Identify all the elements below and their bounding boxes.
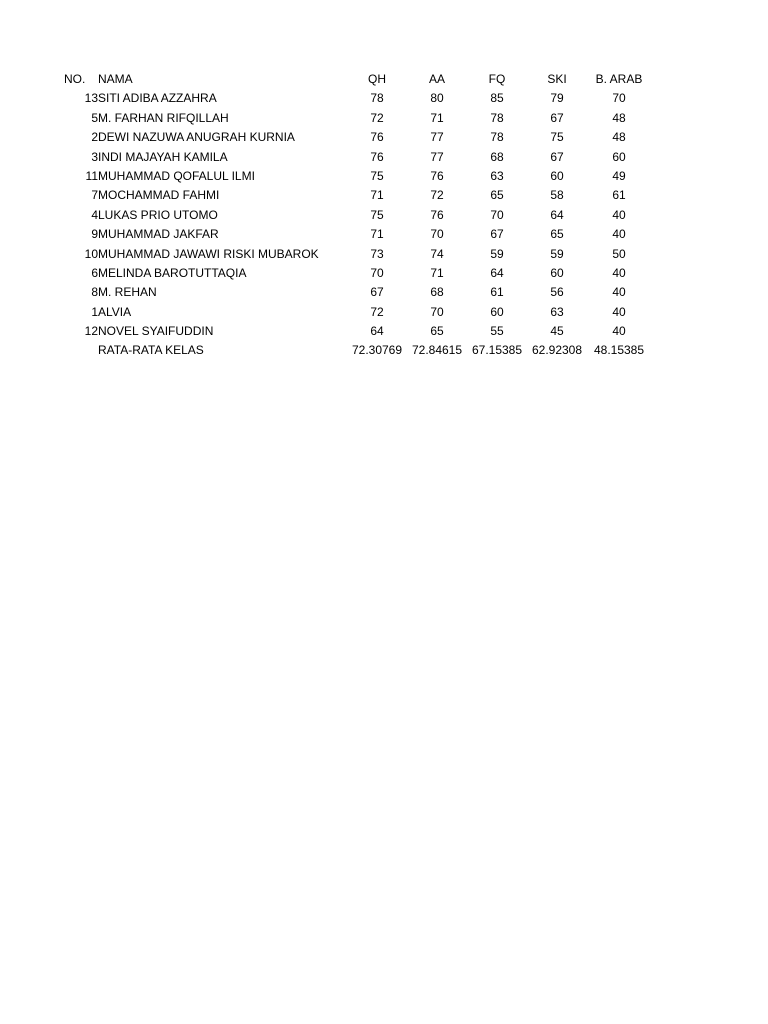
cell-qh: 71 bbox=[370, 188, 384, 203]
cell-qh: 73 bbox=[370, 246, 384, 261]
cell-ski: 67 bbox=[550, 149, 564, 164]
average-qh: 72.30769 bbox=[351, 343, 403, 358]
average-aa: 72.84615 bbox=[411, 343, 463, 358]
cell-name: ALVIA bbox=[98, 304, 132, 319]
cell-fq: 65 bbox=[490, 188, 504, 203]
table-row bbox=[0, 245, 768, 264]
cell-ski: 60 bbox=[550, 168, 564, 183]
cell-arab: 40 bbox=[612, 324, 626, 339]
cell-ski: 79 bbox=[550, 91, 564, 106]
header-qh: QH bbox=[368, 72, 386, 86]
cell-name: MUHAMMAD QOFALUL ILMI bbox=[98, 168, 255, 183]
cell-no: 1 bbox=[91, 304, 98, 319]
header-arab: B. ARAB bbox=[595, 72, 643, 86]
cell-qh: 70 bbox=[370, 265, 384, 280]
cell-arab: 40 bbox=[612, 304, 626, 319]
cell-qh: 75 bbox=[370, 207, 384, 222]
cell-ski: 60 bbox=[550, 265, 564, 280]
cell-qh: 78 bbox=[370, 91, 384, 106]
cell-aa: 70 bbox=[430, 304, 444, 319]
average-label: RATA-RATA KELAS bbox=[98, 343, 204, 358]
cell-ski: 75 bbox=[550, 130, 564, 145]
cell-ski: 59 bbox=[550, 246, 564, 261]
cell-ski: 64 bbox=[550, 207, 564, 222]
cell-no: 5 bbox=[91, 110, 98, 125]
cell-no: 4 bbox=[91, 207, 98, 222]
average-ski: 62.92308 bbox=[531, 343, 583, 358]
cell-name: DEWI NAZUWA ANUGRAH KURNIA bbox=[98, 130, 295, 145]
table-row bbox=[0, 186, 768, 205]
cell-name: MELINDA BAROTUTTAQIA bbox=[98, 265, 247, 280]
cell-fq: 63 bbox=[490, 168, 504, 183]
cell-qh: 71 bbox=[370, 227, 384, 242]
cell-arab: 49 bbox=[612, 168, 626, 183]
cell-no: 2 bbox=[91, 130, 98, 145]
cell-qh: 72 bbox=[370, 304, 384, 319]
cell-no: 12 bbox=[84, 324, 98, 339]
cell-name: NOVEL SYAIFUDDIN bbox=[98, 324, 214, 339]
cell-aa: 76 bbox=[430, 168, 444, 183]
cell-fq: 64 bbox=[490, 265, 504, 280]
cell-name: MOCHAMMAD FAHMI bbox=[98, 188, 220, 203]
table-row bbox=[0, 225, 768, 244]
cell-aa: 74 bbox=[430, 246, 444, 261]
cell-fq: 60 bbox=[490, 304, 504, 319]
cell-fq: 68 bbox=[490, 149, 504, 164]
header-ski: SKI bbox=[547, 72, 567, 86]
cell-name: LUKAS PRIO UTOMO bbox=[98, 207, 218, 222]
table-row bbox=[0, 206, 768, 225]
average-row bbox=[0, 341, 768, 360]
cell-name: MUHAMMAD JAWAWI RISKI MUBAROK bbox=[98, 246, 319, 261]
cell-aa: 65 bbox=[430, 324, 444, 339]
cell-ski: 56 bbox=[550, 285, 564, 300]
table-row bbox=[0, 148, 768, 167]
cell-fq: 85 bbox=[490, 91, 504, 106]
cell-ski: 58 bbox=[550, 188, 564, 203]
cell-aa: 70 bbox=[430, 227, 444, 242]
cell-ski: 67 bbox=[550, 110, 564, 125]
cell-fq: 78 bbox=[490, 130, 504, 145]
cell-arab: 48 bbox=[612, 110, 626, 125]
table-row bbox=[0, 283, 768, 302]
average-arab: 48.15385 bbox=[593, 343, 645, 358]
cell-arab: 50 bbox=[612, 246, 626, 261]
cell-aa: 68 bbox=[430, 285, 444, 300]
average-fq: 67.15385 bbox=[471, 343, 523, 358]
cell-aa: 71 bbox=[430, 265, 444, 280]
cell-name: SITI ADIBA AZZAHRA bbox=[98, 91, 217, 106]
table-row bbox=[0, 322, 768, 341]
cell-arab: 40 bbox=[612, 207, 626, 222]
grade-table bbox=[0, 70, 768, 361]
cell-qh: 64 bbox=[370, 324, 384, 339]
cell-aa: 71 bbox=[430, 110, 444, 125]
cell-arab: 48 bbox=[612, 130, 626, 145]
table-row bbox=[0, 303, 768, 322]
cell-arab: 40 bbox=[612, 265, 626, 280]
cell-qh: 72 bbox=[370, 110, 384, 125]
cell-ski: 63 bbox=[550, 304, 564, 319]
cell-no: 10 bbox=[84, 246, 98, 261]
header-aa: AA bbox=[428, 72, 445, 86]
cell-arab: 70 bbox=[612, 91, 626, 106]
cell-fq: 59 bbox=[490, 246, 504, 261]
cell-no: 6 bbox=[91, 265, 98, 280]
cell-fq: 55 bbox=[490, 324, 504, 339]
cell-fq: 78 bbox=[490, 110, 504, 125]
cell-name: M. FARHAN RIFQILLAH bbox=[98, 110, 229, 125]
header-fq: FQ bbox=[488, 72, 506, 86]
cell-qh: 76 bbox=[370, 130, 384, 145]
cell-fq: 67 bbox=[490, 227, 504, 242]
cell-name: M. REHAN bbox=[98, 285, 157, 300]
cell-ski: 45 bbox=[550, 324, 564, 339]
header-no: NO. bbox=[64, 72, 86, 86]
cell-arab: 60 bbox=[612, 149, 626, 164]
cell-name: MUHAMMAD JAKFAR bbox=[98, 227, 219, 242]
cell-arab: 40 bbox=[612, 227, 626, 242]
cell-fq: 61 bbox=[490, 285, 504, 300]
cell-aa: 77 bbox=[430, 149, 444, 164]
table-row bbox=[0, 89, 768, 108]
table-row bbox=[0, 167, 768, 186]
table-row bbox=[0, 128, 768, 147]
cell-aa: 80 bbox=[430, 91, 444, 106]
cell-qh: 67 bbox=[370, 285, 384, 300]
cell-aa: 72 bbox=[430, 188, 444, 203]
cell-name: INDI MAJAYAH KAMILA bbox=[98, 149, 228, 164]
cell-no: 3 bbox=[91, 149, 98, 164]
header-row bbox=[0, 70, 768, 89]
cell-aa: 76 bbox=[430, 207, 444, 222]
header-name: NAMA bbox=[98, 72, 133, 86]
cell-fq: 70 bbox=[490, 207, 504, 222]
cell-qh: 75 bbox=[370, 168, 384, 183]
cell-no: 13 bbox=[84, 91, 98, 106]
cell-qh: 76 bbox=[370, 149, 384, 164]
cell-no: 11 bbox=[85, 168, 98, 183]
cell-no: 9 bbox=[91, 227, 98, 242]
cell-no: 7 bbox=[91, 188, 98, 203]
cell-arab: 61 bbox=[612, 188, 626, 203]
cell-aa: 77 bbox=[430, 130, 444, 145]
cell-no: 8 bbox=[91, 285, 98, 300]
table-row bbox=[0, 109, 768, 128]
cell-ski: 65 bbox=[550, 227, 564, 242]
table-row bbox=[0, 264, 768, 283]
cell-arab: 40 bbox=[612, 285, 626, 300]
